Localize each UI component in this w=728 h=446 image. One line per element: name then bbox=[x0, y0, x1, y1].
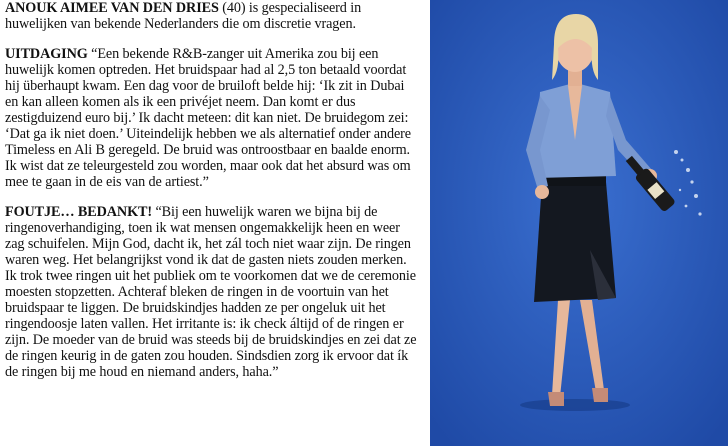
challenge-paragraph bbox=[5, 46, 421, 190]
oops-text: “Bij een huwelijk waren we bijna bij de ringenoverhandiging, toen ik wat mensen ongemakkelijk heen en weer zag schuifelen. Mijn God, dacht ik, het zál toch niet waar zijn. De ringen waren weg. Het belangrijkst vond ik dat de gasten niets zouden merken. Ik trok twee ringen uit het publiek om te voorkomen dat we de ceremonie moesten stopzetten. Achteraf bleken de ringen in de voortuin van het bruidspaar te liggen. De bruidskindjes hadden ze per ongeluk uit het ringendoosje laten vallen. Het irritante is: ik check áltijd of de ringen er zijn. De moeder van de bruid was steeds bij de bruidskindjes en zei dat ze de ringen keurig in de gaten zou houden. Sindsdien zorg ik ervoor dat ík de ringen bij me houd en niemand anders, haha.” bbox=[5, 204, 417, 380]
intro-name: ANOUK AIMEE VAN DEN DRIES bbox=[5, 0, 219, 16]
shoe-left bbox=[548, 392, 564, 406]
oops-heading: FOUTJE… BEDANKT! bbox=[5, 204, 152, 220]
challenge-text: “Een bekende R&B-zanger uit Amerika zou bij een huwelijk komen optreden. Het bruidspaar had al 2,5 ton betaald voordat hij überhaupt kwam. Een dag voor de bruiloft belde hij: ‘Ik zit in Dubai en kan alleen komen als ik een privéjet neem. Dan komt er dus zestigduizend euro bij.’ Ik dacht meteen: dit kan niet. De bruidegom zei: ‘Dat ga ik niet doen.’ Uiteindelijk hebben we als alternatief onder andere Timeless en Ali B geregeld. De bruid was ontroostbaar en baalde enorm. Ik wist dat ze teleurgesteld zou worden, maar ook dat het absurd was om mee te gaan in de eis van de artiest.” bbox=[5, 46, 411, 190]
article-text bbox=[5, 0, 421, 394]
shoe-right bbox=[592, 388, 608, 402]
intro-text: (40) is gespecialiseerd in huwelijken van bekende Nederlanders die om discretie vragen. bbox=[5, 0, 362, 32]
portrait-photo bbox=[430, 0, 728, 446]
challenge-heading: UITDAGING bbox=[5, 46, 88, 62]
portrait-photo-icon bbox=[430, 0, 728, 446]
oops-paragraph bbox=[5, 204, 421, 380]
intro-paragraph bbox=[5, 0, 421, 32]
